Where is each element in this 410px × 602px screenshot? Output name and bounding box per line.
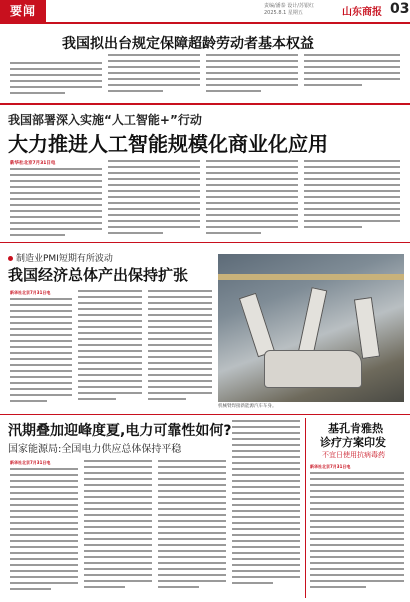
article3-byline: 新华社北京7月31日电	[10, 290, 51, 295]
divider-2	[0, 242, 410, 243]
article5-headline-line1: 基孔肯雅热	[328, 422, 383, 435]
article5-byline: 新华社北京7月31日电	[310, 464, 351, 469]
article1-col4	[304, 54, 400, 98]
article1-col1	[10, 54, 102, 98]
article3-col3	[148, 290, 212, 406]
factory-robot-photo	[218, 254, 404, 402]
column-divider	[305, 418, 306, 598]
robot-arm-1	[239, 293, 275, 358]
gantry-beam	[218, 274, 404, 280]
article5-headline-line2: 诊疗方案印发	[320, 436, 386, 449]
article4-col3	[158, 460, 226, 594]
article2-kicker: 我国部署深入实施“人工智能+”行动	[8, 113, 202, 127]
article1-col3	[206, 54, 298, 98]
photo-caption: 机械臂焊接新能源汽车车身。	[218, 404, 277, 409]
article4-col2	[84, 460, 152, 594]
article5-subhead: 不宜日使用抗病毒药	[322, 451, 385, 459]
article3-kicker-text: 制造业PMI短期有所波动	[16, 254, 113, 264]
page-number: 03	[390, 1, 410, 17]
header-rule	[0, 22, 410, 24]
article3-col2	[78, 290, 142, 406]
section-tab: 要闻	[0, 0, 46, 22]
article2-col3	[206, 160, 298, 238]
article4-headline: 汛期叠加迎峰度夏,电力可靠性如何?	[8, 423, 232, 439]
article2-col2	[108, 160, 200, 238]
robot-arm-3	[354, 297, 380, 359]
article4-col4	[232, 420, 300, 594]
article2-byline: 新华社北京7月31日电	[10, 161, 56, 166]
article1-headline: 我国拟出台规定保障超龄劳动者基本权益	[62, 36, 314, 52]
car-body	[264, 350, 362, 388]
divider-1	[0, 103, 410, 105]
article4-col1	[10, 460, 78, 594]
article2-headline: 大力推进人工智能规模化商业化应用	[8, 132, 328, 156]
article4-subhead: 国家能源局:全国电力供应总体保持平稳	[8, 444, 182, 455]
article3-kicker	[8, 251, 113, 264]
newspaper-name: 山东商报	[342, 7, 382, 18]
bullet-icon	[8, 256, 13, 261]
article3-headline: 我国经济总体产出保持扩张	[8, 266, 189, 284]
article2-col4	[304, 160, 400, 238]
divider-3	[0, 414, 410, 415]
article3-col1	[10, 290, 72, 406]
article5-col	[310, 464, 404, 594]
article1-col2	[108, 54, 200, 98]
date-line: 2025.8.1 星期五	[264, 10, 303, 16]
editor-info	[264, 3, 350, 17]
article4-byline: 新华社北京7月31日电	[10, 460, 51, 465]
editor-line: 责编/潘泰 设计/苏银红	[264, 3, 314, 9]
article2-col1	[10, 160, 102, 238]
